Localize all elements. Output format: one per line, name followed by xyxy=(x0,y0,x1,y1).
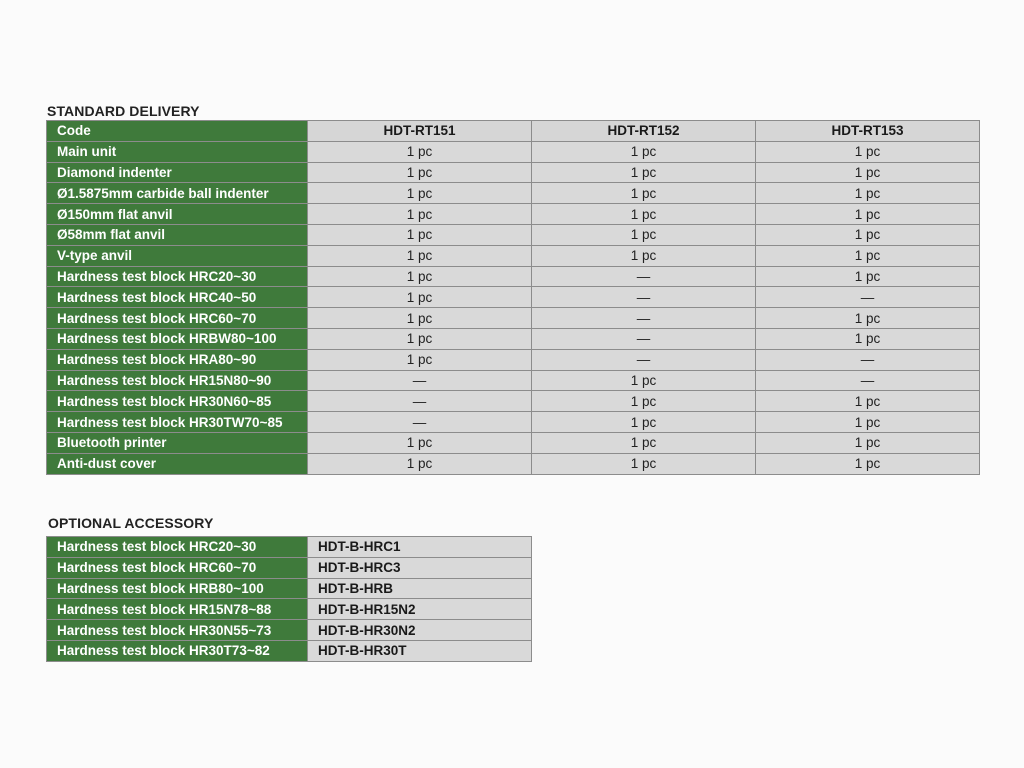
accessory-item-label: Hardness test block HR30T73~82 xyxy=(47,640,308,661)
quantity-cell: 1 pc xyxy=(532,141,756,162)
row-item-label: Hardness test block HR15N80~90 xyxy=(47,370,308,391)
row-item-label: Hardness test block HR30TW70~85 xyxy=(47,412,308,433)
table-row xyxy=(47,599,532,620)
quantity-cell: 1 pc xyxy=(532,224,756,245)
quantity-cell: — xyxy=(308,391,532,412)
quantity-cell: 1 pc xyxy=(532,432,756,453)
quantity-cell: 1 pc xyxy=(308,287,532,308)
table-row xyxy=(47,620,532,641)
quantity-cell: 1 pc xyxy=(308,432,532,453)
quantity-cell: 1 pc xyxy=(756,204,980,225)
quantity-cell: — xyxy=(532,328,756,349)
header-model-1: HDT-RT151 xyxy=(308,121,532,142)
table-row xyxy=(47,162,980,183)
header-model-2: HDT-RT152 xyxy=(532,121,756,142)
row-item-label: Ø1.5875mm carbide ball indenter xyxy=(47,183,308,204)
quantity-cell: 1 pc xyxy=(308,141,532,162)
quantity-cell: 1 pc xyxy=(532,204,756,225)
accessory-item-label: Hardness test block HRC60~70 xyxy=(47,557,308,578)
quantity-cell: 1 pc xyxy=(756,432,980,453)
row-item-label: Hardness test block HRC20~30 xyxy=(47,266,308,287)
quantity-cell: 1 pc xyxy=(308,308,532,329)
quantity-cell: 1 pc xyxy=(308,328,532,349)
table-row xyxy=(47,183,980,204)
optional-accessory-title: OPTIONAL ACCESSORY xyxy=(48,515,214,531)
quantity-cell: 1 pc xyxy=(308,204,532,225)
quantity-cell: — xyxy=(532,349,756,370)
quantity-cell: 1 pc xyxy=(532,391,756,412)
row-item-label: Hardness test block HRC60~70 xyxy=(47,308,308,329)
table-header-row xyxy=(47,121,980,142)
table-row xyxy=(47,640,532,661)
quantity-cell: — xyxy=(532,266,756,287)
table-row xyxy=(47,557,532,578)
table-row xyxy=(47,578,532,599)
accessory-code-cell: HDT-B-HR30T xyxy=(308,640,532,661)
quantity-cell: 1 pc xyxy=(308,224,532,245)
quantity-cell: 1 pc xyxy=(308,349,532,370)
quantity-cell: — xyxy=(756,370,980,391)
quantity-cell: 1 pc xyxy=(756,328,980,349)
table-row xyxy=(47,266,980,287)
accessory-item-label: Hardness test block HR15N78~88 xyxy=(47,599,308,620)
row-item-label: Main unit xyxy=(47,141,308,162)
accessory-code-cell: HDT-B-HRB xyxy=(308,578,532,599)
accessory-code-cell: HDT-B-HRC1 xyxy=(308,537,532,558)
header-model-3: HDT-RT153 xyxy=(756,121,980,142)
table-row xyxy=(47,537,532,558)
standard-delivery-title: STANDARD DELIVERY xyxy=(47,103,200,119)
accessory-code-cell: HDT-B-HR15N2 xyxy=(308,599,532,620)
quantity-cell: 1 pc xyxy=(308,266,532,287)
quantity-cell: 1 pc xyxy=(308,183,532,204)
table-row xyxy=(47,432,980,453)
quantity-cell: — xyxy=(756,287,980,308)
table-row xyxy=(47,391,980,412)
table-row xyxy=(47,204,980,225)
row-item-label: V-type anvil xyxy=(47,245,308,266)
row-item-label: Hardness test block HRA80~90 xyxy=(47,349,308,370)
quantity-cell: 1 pc xyxy=(756,224,980,245)
table-row xyxy=(47,141,980,162)
quantity-cell: 1 pc xyxy=(756,266,980,287)
table-row xyxy=(47,287,980,308)
optional-accessory-table xyxy=(46,536,532,662)
quantity-cell: — xyxy=(532,308,756,329)
table-row xyxy=(47,308,980,329)
quantity-cell: 1 pc xyxy=(756,453,980,474)
quantity-cell: 1 pc xyxy=(756,183,980,204)
row-item-label: Hardness test block HR30N60~85 xyxy=(47,391,308,412)
table-row xyxy=(47,349,980,370)
header-code-label: Code xyxy=(47,121,308,142)
row-item-label: Bluetooth printer xyxy=(47,432,308,453)
table-row xyxy=(47,224,980,245)
quantity-cell: 1 pc xyxy=(756,245,980,266)
table-row xyxy=(47,328,980,349)
quantity-cell: 1 pc xyxy=(756,308,980,329)
quantity-cell: 1 pc xyxy=(532,245,756,266)
accessory-code-cell: HDT-B-HR30N2 xyxy=(308,620,532,641)
quantity-cell: 1 pc xyxy=(532,412,756,433)
quantity-cell: 1 pc xyxy=(756,141,980,162)
quantity-cell: 1 pc xyxy=(532,162,756,183)
quantity-cell: 1 pc xyxy=(308,245,532,266)
quantity-cell: 1 pc xyxy=(756,412,980,433)
accessory-item-label: Hardness test block HRB80~100 xyxy=(47,578,308,599)
table-row xyxy=(47,370,980,391)
quantity-cell: 1 pc xyxy=(532,453,756,474)
quantity-cell: 1 pc xyxy=(308,453,532,474)
row-item-label: Anti-dust cover xyxy=(47,453,308,474)
quantity-cell: 1 pc xyxy=(532,183,756,204)
quantity-cell: — xyxy=(756,349,980,370)
row-item-label: Diamond indenter xyxy=(47,162,308,183)
quantity-cell: 1 pc xyxy=(756,162,980,183)
accessory-item-label: Hardness test block HR30N55~73 xyxy=(47,620,308,641)
accessory-item-label: Hardness test block HRC20~30 xyxy=(47,537,308,558)
row-item-label: Ø150mm flat anvil xyxy=(47,204,308,225)
quantity-cell: — xyxy=(308,370,532,391)
table-row xyxy=(47,412,980,433)
row-item-label: Ø58mm flat anvil xyxy=(47,224,308,245)
quantity-cell: — xyxy=(532,287,756,308)
accessory-code-cell: HDT-B-HRC3 xyxy=(308,557,532,578)
quantity-cell: 1 pc xyxy=(756,391,980,412)
row-item-label: Hardness test block HRBW80~100 xyxy=(47,328,308,349)
standard-delivery-table xyxy=(46,120,980,475)
quantity-cell: — xyxy=(308,412,532,433)
table-row xyxy=(47,245,980,266)
quantity-cell: 1 pc xyxy=(308,162,532,183)
table-row xyxy=(47,453,980,474)
row-item-label: Hardness test block HRC40~50 xyxy=(47,287,308,308)
quantity-cell: 1 pc xyxy=(532,370,756,391)
